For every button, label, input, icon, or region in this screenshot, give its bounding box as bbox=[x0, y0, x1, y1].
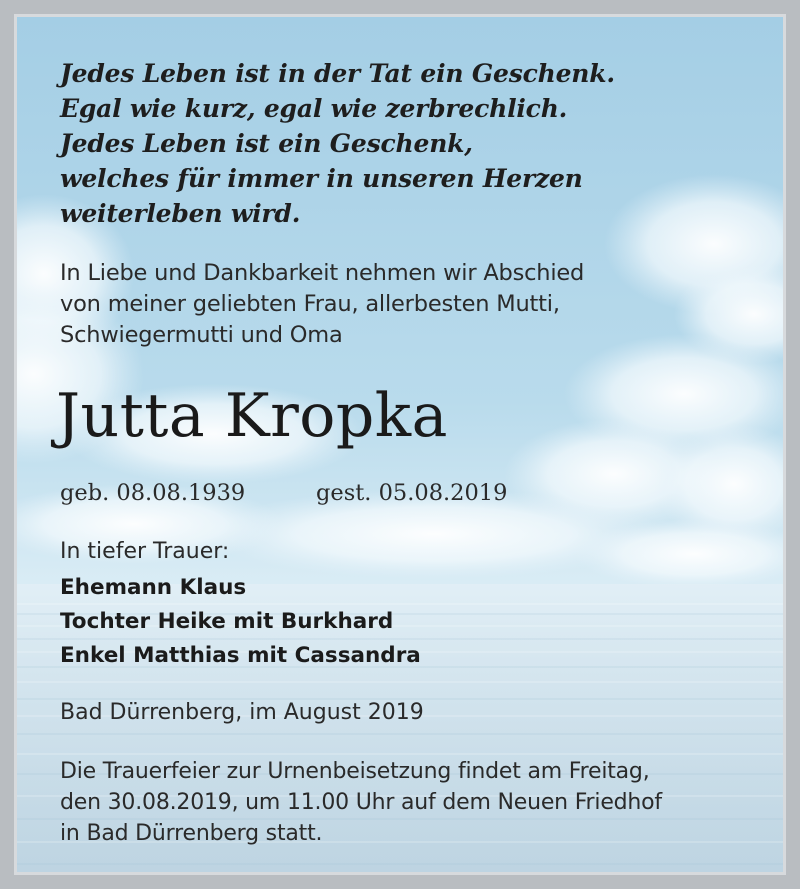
funeral-line: Die Trauerfeier zur Urnenbeisetzung findet am Freitag, bbox=[60, 759, 650, 784]
mourners-list bbox=[60, 571, 421, 673]
motto-line: welches für immer in unseren Herzen bbox=[60, 164, 583, 193]
mourner-name: Tochter Heike mit Burkhard bbox=[60, 609, 394, 634]
mourner-name: Enkel Matthias mit Cassandra bbox=[60, 643, 421, 668]
motto-verse bbox=[60, 56, 615, 231]
funeral-notice bbox=[60, 756, 662, 849]
farewell-intro bbox=[60, 258, 584, 351]
funeral-line: den 30.08.2019, um 11.00 Uhr auf dem Neuen Friedhof bbox=[60, 790, 662, 815]
intro-line: In Liebe und Dankbarkeit nehmen wir Abschied bbox=[60, 260, 585, 286]
motto-line: weiterleben wird. bbox=[60, 199, 301, 228]
funeral-line: in Bad Dürrenberg statt. bbox=[60, 821, 323, 846]
death-date: gest. 05.08.2019 bbox=[316, 480, 508, 506]
motto-line: Egal wie kurz, egal wie zerbrechlich. bbox=[60, 94, 568, 123]
intro-line: von meiner geliebten Frau, allerbesten Mutti, bbox=[60, 291, 560, 317]
place-and-date: Bad Dürrenberg, im August 2019 bbox=[60, 700, 424, 725]
motto-line: Jedes Leben ist ein Geschenk, bbox=[60, 129, 473, 158]
motto-line: Jedes Leben ist in der Tat ein Geschenk. bbox=[60, 59, 615, 88]
mourner-name: Ehemann Klaus bbox=[60, 575, 247, 600]
obituary-text bbox=[14, 14, 786, 875]
mourners-label: In tiefer Trauer: bbox=[60, 539, 230, 564]
deceased-name: Jutta Kropka bbox=[56, 381, 448, 451]
birth-date: geb. 08.08.1939 bbox=[60, 480, 246, 506]
intro-line: Schwiegermutti und Oma bbox=[60, 322, 343, 348]
